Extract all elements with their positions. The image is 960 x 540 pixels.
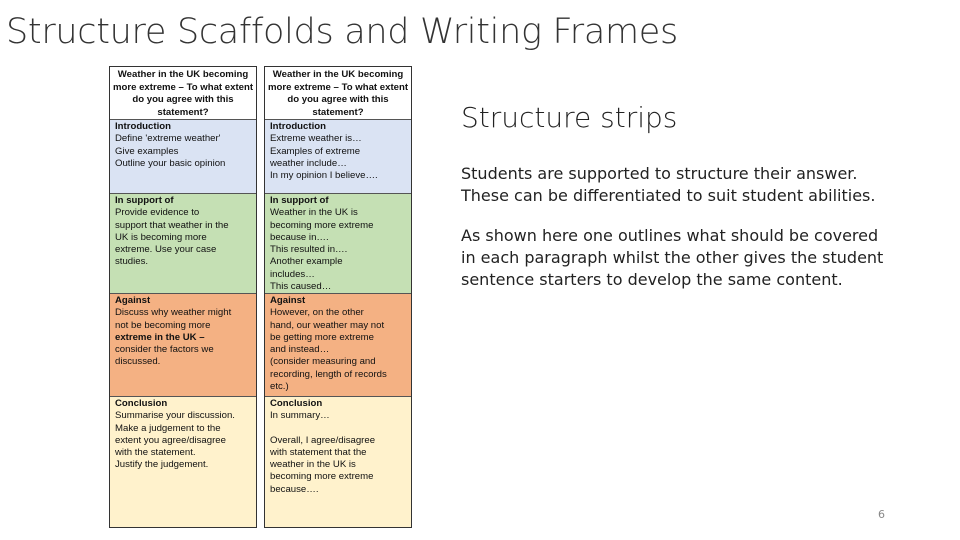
explanation-paragraph	[461, 225, 931, 291]
section-in-support-of	[265, 193, 411, 293]
section-title: Conclusion	[115, 398, 168, 409]
section-line: with statement that the	[270, 446, 367, 458]
slide-title: Structure Scaffolds and Writing Frames	[6, 12, 678, 52]
strip-header-line: agree with this statement?	[312, 94, 389, 118]
section-line: Define 'extreme weather'	[115, 133, 221, 145]
section-line: because….	[270, 483, 319, 495]
strip-header-line: Weather in the UK	[117, 69, 201, 80]
section-line: Provide evidence to	[115, 207, 200, 219]
section-line: not be becoming more	[115, 319, 211, 331]
section-introduction	[265, 119, 411, 193]
description-paragraph	[461, 163, 931, 207]
section-line: However, on the other	[270, 307, 364, 319]
section-line: Another example	[270, 256, 343, 268]
section-line: etc.)	[270, 381, 289, 393]
section-line: and instead…	[270, 344, 330, 356]
section-line: weather in the UK is	[270, 459, 356, 471]
section-introduction	[110, 119, 256, 193]
section-title: Introduction	[270, 121, 326, 132]
section-line: This resulted in….	[270, 244, 348, 256]
section-line: hand, our weather may not	[270, 319, 385, 331]
paragraph-line: in each paragraph whilst the other gives the student	[461, 248, 884, 267]
strip-header-line: becoming more extreme –	[112, 69, 249, 93]
section-line: support that weather in the	[115, 219, 229, 231]
strip-header-line: agree with this statement?	[157, 94, 234, 118]
section-title: Conclusion	[270, 398, 323, 409]
section-line: Outline your basic opinion	[115, 157, 226, 169]
section-line: weather include…	[270, 157, 347, 169]
strip-header-line: becoming more extreme –	[267, 69, 404, 93]
section-conclusion	[265, 396, 411, 527]
section-against	[110, 293, 256, 396]
section-line: Give examples	[115, 145, 179, 157]
section-line: with the statement.	[115, 447, 196, 459]
section-line: extreme in the UK –	[115, 331, 205, 343]
structure-strip-guidance	[109, 66, 257, 528]
section-line: extreme. Use your case	[115, 244, 217, 256]
paragraph-line: As shown here one outlines what should be covered	[461, 226, 879, 245]
section-conclusion	[110, 396, 256, 527]
strip-header-line: To what extent do you	[132, 81, 254, 105]
strip-header-line: To what extent do you	[287, 81, 409, 105]
section-line: consider the factors we	[115, 344, 214, 356]
strip-header	[265, 67, 411, 119]
section-title: Introduction	[115, 121, 171, 132]
section-line: because in….	[270, 231, 329, 243]
section-line: This caused…	[270, 281, 332, 293]
section-title: Against	[270, 295, 306, 306]
section-line: Weather in the UK is	[270, 207, 358, 219]
section-line: becoming more extreme	[270, 471, 374, 483]
section-line: Extreme weather is…	[270, 133, 362, 145]
subheading: Structure strips	[461, 101, 678, 134]
paragraph-line: Students are supported to structure their answer.	[461, 164, 858, 183]
paragraph-line: These can be differentiated to suit student abilities.	[461, 186, 876, 205]
section-line: Examples of extreme	[270, 145, 361, 157]
section-line: studies.	[115, 256, 149, 268]
section-line: extent you agree/disagree	[115, 434, 226, 446]
section-line: discussed.	[115, 356, 161, 368]
structure-strip-sentence-starters	[264, 66, 412, 528]
paragraph-line: sentence starters to develop the same content.	[461, 270, 843, 289]
section-in-support-of	[110, 193, 256, 293]
section-line: In summary…	[270, 410, 330, 422]
section-title: In support of	[115, 195, 174, 206]
section-line: Overall, I agree/disagree	[270, 434, 376, 446]
section-line: Make a judgement to the	[115, 422, 221, 434]
section-line: becoming more extreme	[270, 219, 374, 231]
section-line: UK is becoming more	[115, 231, 207, 243]
section-line: Summarise your discussion.	[115, 410, 235, 422]
section-line: (consider measuring and	[270, 356, 376, 368]
section-against	[265, 293, 411, 396]
page-number: 6	[878, 508, 885, 521]
section-title: In support of	[270, 195, 329, 206]
strip-header	[110, 67, 256, 119]
section-line: In my opinion I believe….	[270, 170, 378, 182]
section-title: Against	[115, 295, 151, 306]
section-line: Discuss why weather might	[115, 307, 232, 319]
section-spacer	[270, 423, 406, 435]
strip-header-line: Weather in the UK	[272, 69, 356, 80]
section-line: includes…	[270, 268, 315, 280]
section-line: recording, length of records	[270, 368, 387, 380]
section-line: be getting more extreme	[270, 331, 374, 343]
section-line: Justify the judgement.	[115, 459, 209, 471]
